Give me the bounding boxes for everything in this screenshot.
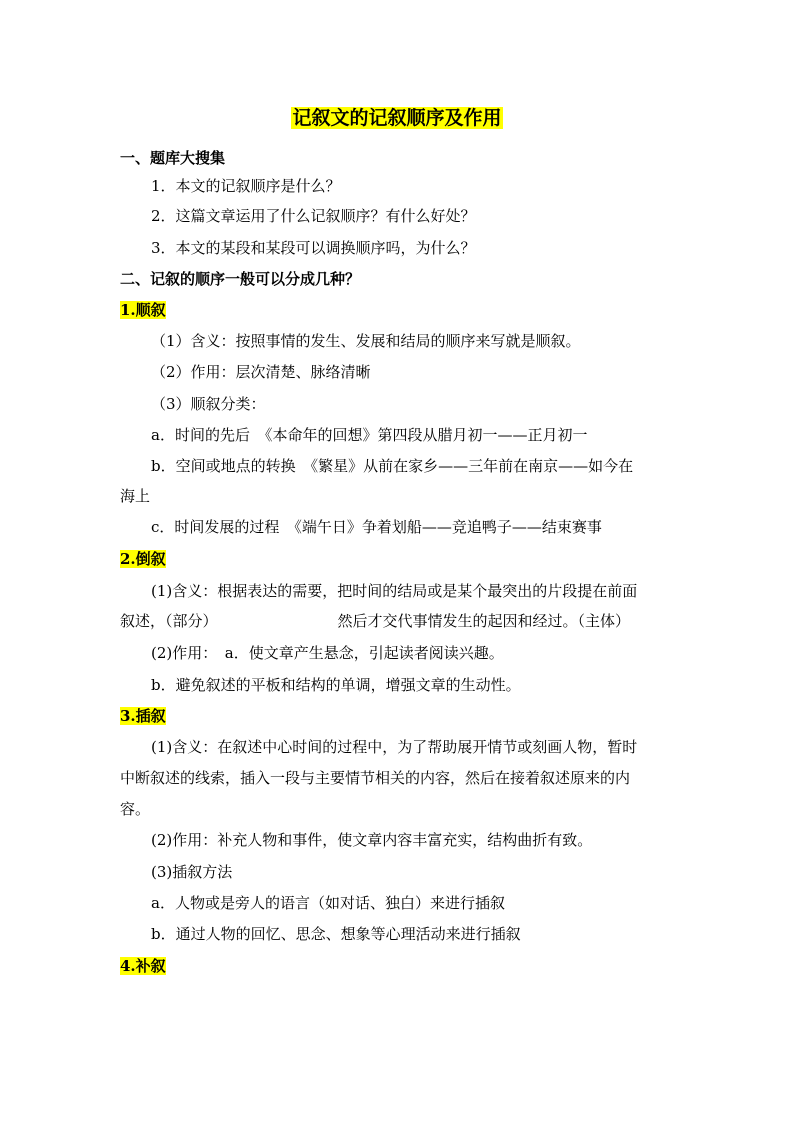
shunxu-types: （3）顺叙分类： [151, 395, 266, 413]
chaxu-method: (3)插叙方法 [151, 863, 233, 881]
title-text: 记叙文的记叙顺序及作用 [292, 107, 502, 129]
section1-heading: 一、题库大搜集 [120, 149, 226, 167]
chaxu-meaning-end: 容。 [120, 800, 151, 818]
shunxu-effect: （2）作用：层次清楚、脉络清晰 [151, 363, 371, 381]
question-1: 1．本文的记叙顺序是什么？ [151, 177, 341, 195]
daoxu-effect-b: b．避免叙述的平板和结构的单调，增强文章的生动性。 [151, 676, 521, 694]
shunxu-type-a: a．时间的先后 《本命年的回想》第四段从腊月初一——正月初一 [151, 426, 588, 444]
chaxu-meaning: (1)含义：在叙述中心时间的过程中，为了帮助展开情节或刻画人物，暂时 [151, 738, 638, 756]
chaxu-heading-text: 3.插叙 [120, 707, 166, 725]
chaxu-method-b: b．通过人物的回忆、思念、想象等心理活动来进行插叙 [151, 925, 521, 943]
question-2: 2．这篇文章运用了什么记叙顺序？有什么好处？ [151, 207, 476, 225]
question-3: 3．本文的某段和某段可以调换顺序吗，为什么？ [151, 239, 476, 257]
buxu-heading-text: 4.补叙 [120, 957, 166, 975]
shunxu-type-c: c．时间发展的过程 《端午日》争着划船——竞追鸭子——结束赛事 [151, 518, 602, 536]
chaxu-heading [120, 705, 166, 727]
daoxu-meaning-main: 然后才交代事情发生的起因和经过。（主体） [337, 612, 631, 630]
section2-heading: 二、记叙的顺序一般可以分成几种？ [120, 270, 361, 288]
daoxu-effect-a: (2)作用： a．使文章产生悬念，引起读者阅读兴趣。 [151, 644, 504, 662]
shunxu-heading [120, 299, 166, 321]
daoxu-meaning-part: 叙述，（部分） [120, 612, 218, 630]
shunxu-type-b-cont: 海上 [120, 487, 151, 505]
buxu-heading [120, 955, 166, 977]
chaxu-effect: (2)作用：补充人物和事件，使文章内容丰富充实，结构曲折有致。 [151, 831, 593, 849]
daoxu-heading [120, 548, 166, 570]
document-title [0, 105, 794, 131]
daoxu-heading-text: 2.倒叙 [120, 550, 166, 568]
daoxu-meaning: (1)含义：根据表达的需要，把时间的结局或是某个最突出的片段提在前面 [151, 582, 638, 600]
chaxu-method-a: a．人物或是旁人的语言（如对话、独白）来进行插叙 [151, 894, 505, 912]
daoxu-meaning-cont [120, 610, 630, 632]
shunxu-heading-text: 1.顺叙 [120, 301, 166, 319]
shunxu-meaning: （1）含义：按照事情的发生、发展和结局的顺序来写就是顺叙。 [151, 332, 581, 350]
chaxu-meaning-cont: 中断叙述的线索，插入一段与主要情节相关的内容，然后在接着叙述原来的内 [120, 769, 631, 787]
shunxu-type-b: b．空间或地点的转换 《繁星》从前在家乡——三年前在南京——如今在 [151, 457, 634, 475]
